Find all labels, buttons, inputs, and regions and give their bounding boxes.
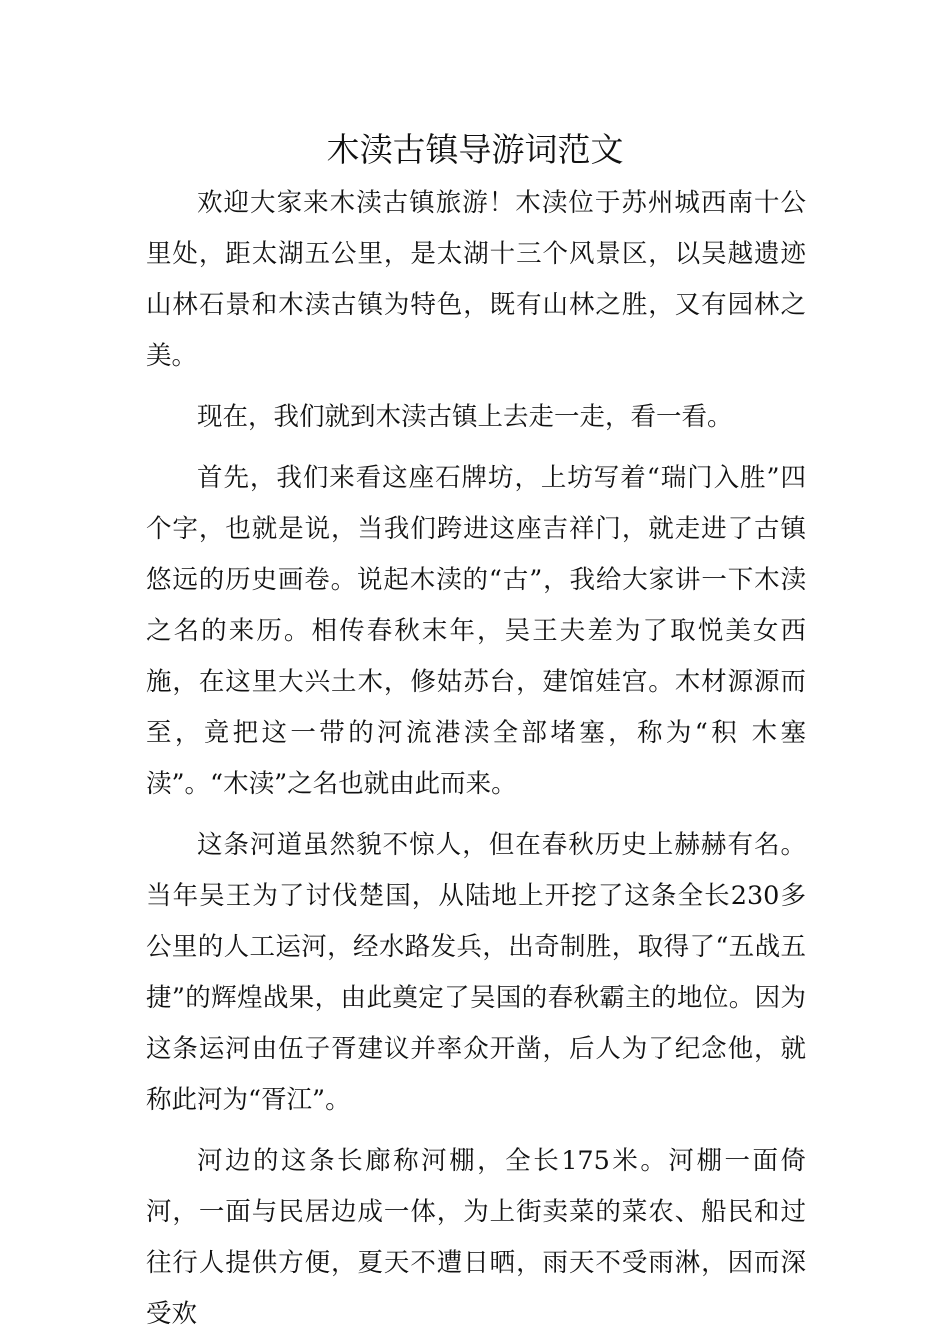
paragraph-canal: 这条河道虽然貌不惊人，但在春秋历史上赫赫有名。当年吴王为了讨伐楚国，从陆地上开挖了这条全长230多公里的人工运河，经水路发兵，出奇制胜，取得了“五战五捷”的辉煌战果，由此奠定了吴国的春秋霸主的地位。因为这条运河由伍子胥建议并率众开凿，后人为了纪念他，就称此河为“胥江”。 — [146, 830, 806, 1115]
document-body — [146, 178, 806, 1340]
paragraph-walk: 现在，我们就到木渎古镇上去走一走，看一看。 — [197, 402, 733, 432]
paragraph-intro: 欢迎大家来木渎古镇旅游！木渎位于苏州城西南十公里处，距太湖五公里，是太湖十三个风景区，以吴越遗迹山林石景和木渎古镇为特色，既有山林之胜，又有园林之美。 — [146, 188, 806, 371]
document-title: 木渎古镇导游词范文 — [326, 130, 624, 169]
paragraph-corridor: 河边的这条长廊称河棚，全长175米。河棚一面倚河，一面与民居边成一体，为上街卖菜的菜农、船民和过往行人提供方便，夏天不遭日晒，雨天不受雨淋，因而深受欢 — [146, 1146, 806, 1329]
paragraph-archway: 首先，我们来看这座石牌坊，上坊写着“瑞门入胜”四个字，也就是说，当我们跨进这座吉祥门，就走进了古镇悠远的历史画卷。说起木渎的“古”，我给大家讲一下木渎之名的来历。相传春秋末年，吴王夫差为了取悦美女西施，在这里大兴土木，修姑苏台，建馆娃宫。木材源源而至，竟把这一带的河流港渎全部堵塞，称为“积 木塞渎”。“木渎”之名也就由此而来。 — [146, 463, 806, 799]
